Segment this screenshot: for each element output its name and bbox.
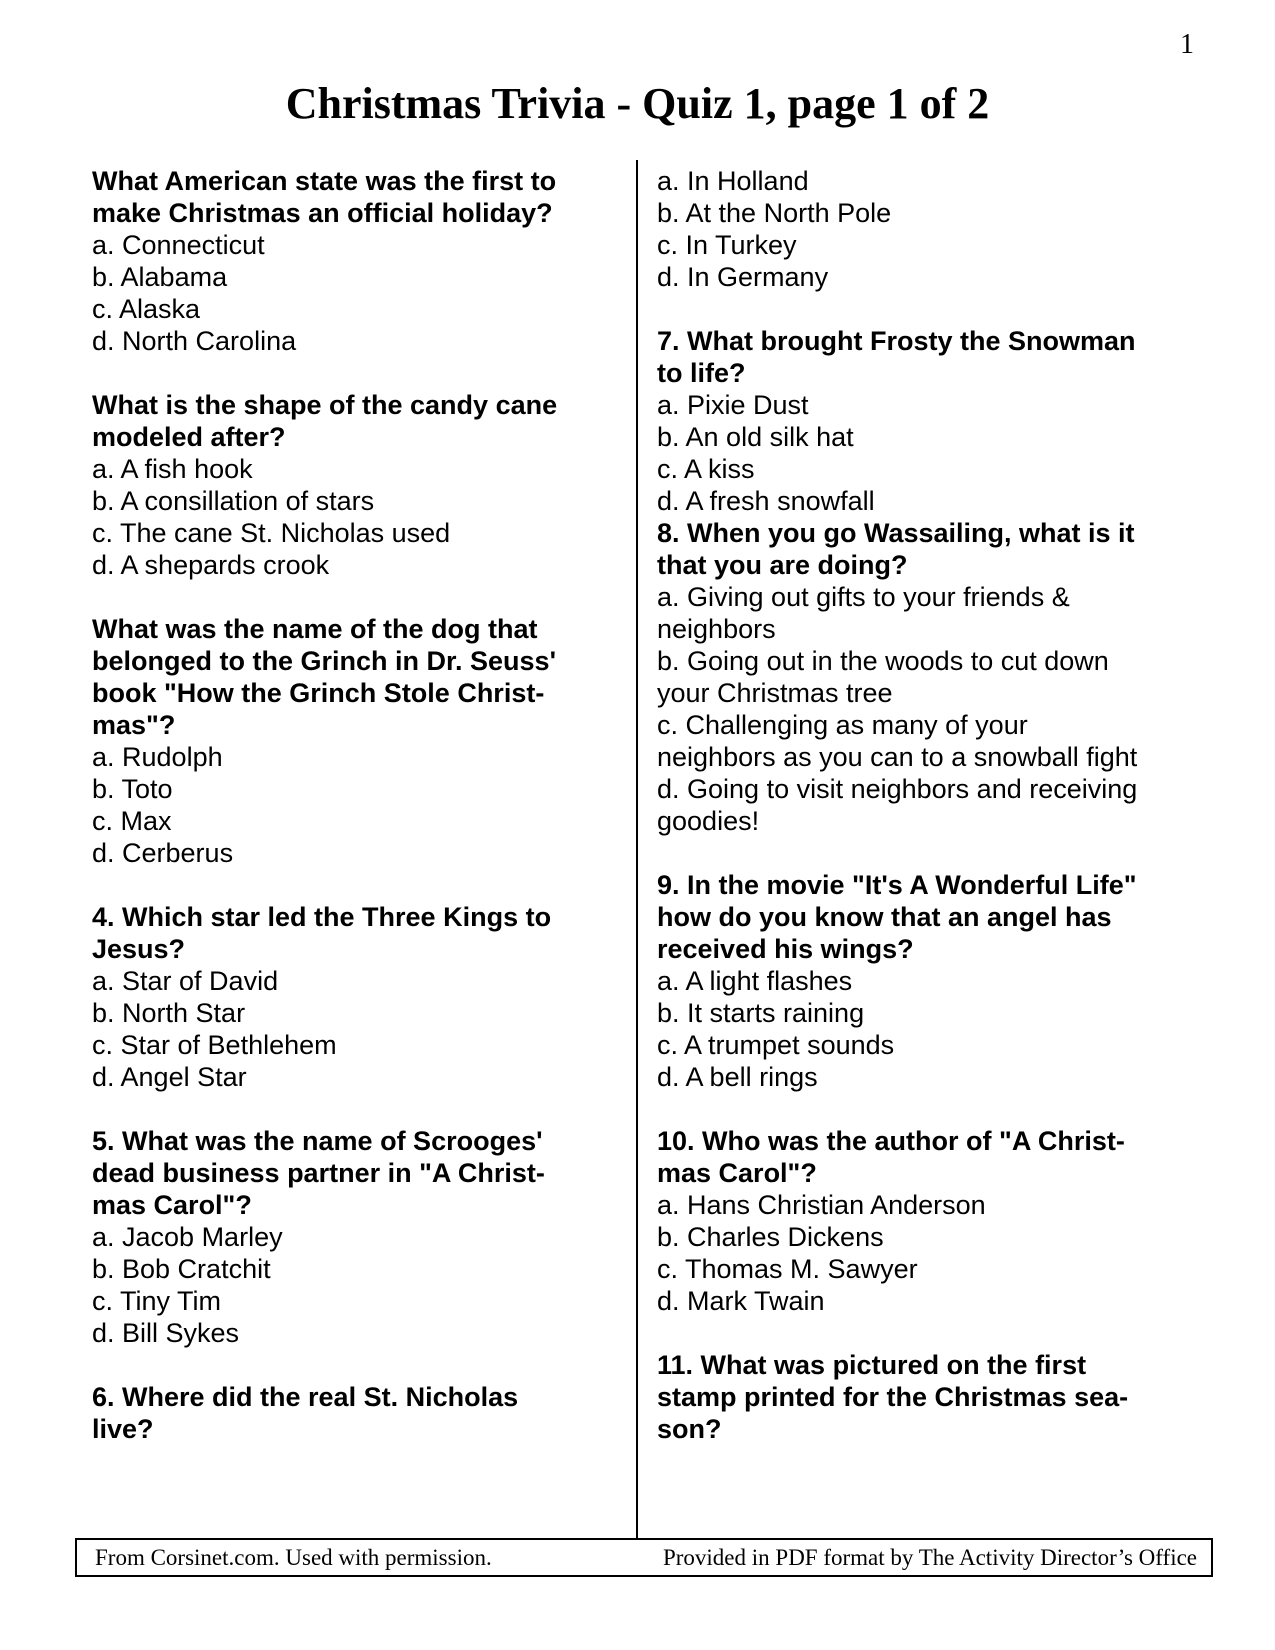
quiz-column-right: [657, 165, 1217, 1445]
question-line: book "How the Grinch Stole Christ-: [92, 678, 545, 708]
answer-line: your Christmas tree: [657, 678, 893, 708]
answer-line: a. Star of David: [92, 966, 279, 996]
answer-line: d. Cerberus: [92, 838, 234, 868]
question-line: What was the name of the dog that: [92, 614, 538, 644]
answer-line: c. A kiss: [657, 454, 755, 484]
blank-line: [92, 581, 637, 613]
answer-line: c. Challenging as many of your: [657, 710, 1028, 740]
answer-line: d. Angel Star: [92, 1062, 247, 1092]
footer-provider-note: Provided in PDF format by The Activity Director’s Office: [662, 1544, 1197, 1570]
answer-line: d. Mark Twain: [657, 1286, 825, 1316]
question-line: 8. When you go Wassailing, what is it: [657, 518, 1135, 548]
question-line: 11. What was pictured on the first: [657, 1350, 1087, 1380]
question-line: Jesus?: [92, 934, 186, 964]
answer-line: d. In Germany: [657, 262, 829, 292]
answer-line: d. Bill Sykes: [92, 1318, 240, 1348]
footer-source-note: From Corsinet.com. Used with permission.: [95, 1544, 492, 1570]
question-line: that you are doing?: [657, 550, 908, 580]
column-divider: [636, 160, 638, 1538]
answer-line: d. A shepards crook: [92, 550, 330, 580]
answer-line: d. North Carolina: [92, 326, 297, 356]
answer-line: b. Alabama: [92, 262, 228, 292]
question-line: belonged to the Grinch in Dr. Seuss': [92, 646, 556, 676]
question-line: 9. In the movie "It's A Wonderful Life": [657, 870, 1137, 900]
answer-line: a. In Holland: [657, 166, 809, 196]
answer-line: a. Jacob Marley: [92, 1222, 283, 1252]
question-line: 6. Where did the real St. Nicholas: [92, 1382, 519, 1412]
answer-line: a. Giving out gifts to your friends &: [657, 582, 1070, 612]
answer-line: d. A fresh snowfall: [657, 486, 875, 516]
page-number: 1: [1180, 29, 1194, 60]
answer-line: c. Tiny Tim: [92, 1286, 222, 1316]
answer-line: c. Thomas M. Sawyer: [657, 1254, 918, 1284]
answer-line: c. Alaska: [92, 294, 201, 324]
question-line: how do you know that an angel has: [657, 902, 1112, 932]
answer-line: d. A bell rings: [657, 1062, 818, 1092]
answer-line: a. A fish hook: [92, 454, 253, 484]
answer-line: b. A consillation of stars: [92, 486, 375, 516]
question-line: 7. What brought Frosty the Snowman: [657, 326, 1136, 356]
answer-line: a. A light flashes: [657, 966, 853, 996]
answer-line: d. Going to visit neighbors and receiving: [657, 774, 1138, 804]
question-line: dead business partner in "A Christ-: [92, 1158, 545, 1188]
blank-line: [657, 293, 1217, 325]
answer-line: neighbors as you can to a snowball fight: [657, 742, 1138, 772]
question-line: live?: [92, 1414, 154, 1444]
question-line: mas Carol"?: [92, 1190, 252, 1220]
question-line: 4. Which star led the Three Kings to: [92, 902, 552, 932]
answer-line: a. Hans Christian Anderson: [657, 1190, 986, 1220]
blank-line: [92, 1093, 637, 1125]
question-line: to life?: [657, 358, 746, 388]
question-line: What American state was the first to: [92, 166, 557, 196]
question-line: modeled after?: [92, 422, 286, 452]
answer-line: neighbors: [657, 614, 776, 644]
page-title: Christmas Trivia - Quiz 1, page 1 of 2: [285, 79, 990, 128]
quiz-column-left: [92, 165, 637, 1445]
question-line: son?: [657, 1414, 722, 1444]
question-line: 10. Who was the author of "A Christ-: [657, 1126, 1125, 1156]
question-line: received his wings?: [657, 934, 914, 964]
blank-line: [657, 1317, 1217, 1349]
answer-line: b. It starts raining: [657, 998, 865, 1028]
answer-line: c. In Turkey: [657, 230, 797, 260]
question-line: mas"?: [92, 710, 176, 740]
blank-line: [92, 1349, 637, 1381]
blank-line: [657, 837, 1217, 869]
answer-line: b. An old silk hat: [657, 422, 854, 452]
answer-line: a. Connecticut: [92, 230, 265, 260]
answer-line: a. Rudolph: [92, 742, 223, 772]
answer-line: b. Charles Dickens: [657, 1222, 884, 1252]
blank-line: [657, 1093, 1217, 1125]
answer-line: b. Going out in the woods to cut down: [657, 646, 1109, 676]
answer-line: a. Pixie Dust: [657, 390, 809, 420]
blank-line: [92, 869, 637, 901]
answer-line: goodies!: [657, 806, 760, 836]
question-line: stamp printed for the Christmas sea-: [657, 1382, 1129, 1412]
question-line: What is the shape of the candy cane: [92, 390, 558, 420]
blank-line: [92, 357, 637, 389]
answer-line: c. Max: [92, 806, 172, 836]
answer-line: c. A trumpet sounds: [657, 1030, 895, 1060]
answer-line: c. Star of Bethlehem: [92, 1030, 337, 1060]
answer-line: b. North Star: [92, 998, 246, 1028]
answer-line: c. The cane St. Nicholas used: [92, 518, 451, 548]
question-line: 5. What was the name of Scrooges': [92, 1126, 543, 1156]
answer-line: b. At the North Pole: [657, 198, 892, 228]
question-line: make Christmas an official holiday?: [92, 198, 553, 228]
answer-line: b. Toto: [92, 774, 173, 804]
question-line: mas Carol"?: [657, 1158, 817, 1188]
answer-line: b. Bob Cratchit: [92, 1254, 271, 1284]
footer-bar: [75, 1538, 1213, 1577]
